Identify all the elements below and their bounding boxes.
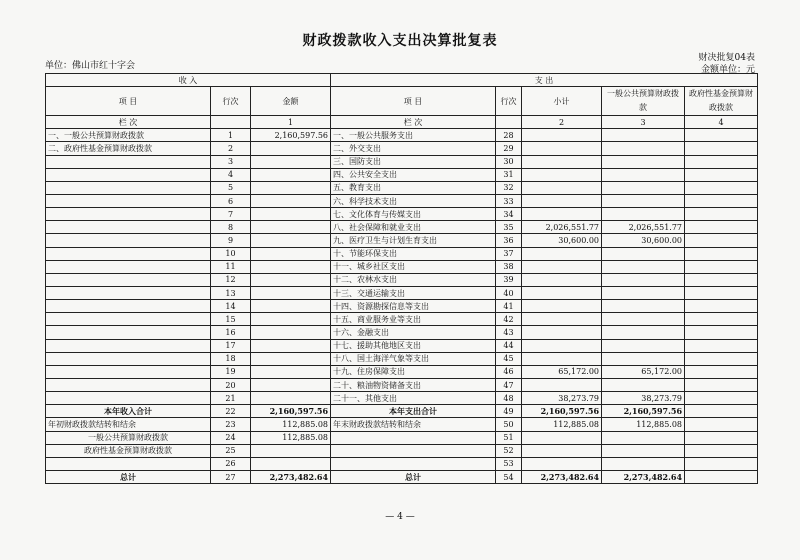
- table-row: [46, 470, 758, 483]
- table-row: [46, 129, 758, 142]
- general-budget-amount: 65,172.00: [602, 365, 685, 378]
- fund-budget-amount: [685, 168, 758, 181]
- general-budget-amount: [602, 326, 685, 339]
- income-item: [46, 168, 211, 181]
- expense-item: 十三、交通运输支出: [331, 286, 496, 299]
- income-amount: [251, 286, 331, 299]
- income-row-no: 13: [211, 286, 251, 299]
- general-budget-amount: 30,600.00: [602, 234, 685, 247]
- subtotal-amount: [522, 352, 602, 365]
- subtotal-header: 小计: [522, 87, 602, 116]
- expense-row-no: 53: [496, 457, 522, 470]
- expense-row-no: 38: [496, 260, 522, 273]
- income-row-no: 1: [211, 129, 251, 142]
- fund-budget-amount: [685, 221, 758, 234]
- income-amount: [251, 313, 331, 326]
- income-row-no: 20: [211, 378, 251, 391]
- income-amount: [251, 300, 331, 313]
- subtotal-amount: [522, 155, 602, 168]
- expense-item: 十八、国土海洋气象等支出: [331, 352, 496, 365]
- column-number-2: 2: [522, 116, 602, 129]
- expense-item: 六、科学技术支出: [331, 194, 496, 207]
- general-budget-amount: 38,273.79: [602, 392, 685, 405]
- general-budget-amount: [602, 168, 685, 181]
- fund-budget-amount: [685, 155, 758, 168]
- expense-item: 总计: [331, 470, 496, 483]
- general-budget-amount: [602, 181, 685, 194]
- empty-cell: [496, 116, 522, 129]
- table-row: [46, 457, 758, 470]
- table-row: [46, 286, 758, 299]
- income-row-no: 24: [211, 431, 251, 444]
- fund-budget-amount: [685, 129, 758, 142]
- general-budget-amount: 112,885.08: [602, 418, 685, 431]
- income-amount-header: 金额: [251, 87, 331, 116]
- expense-item: 十五、商业服务业等支出: [331, 313, 496, 326]
- general-budget-amount: [602, 155, 685, 168]
- income-item: [46, 457, 211, 470]
- fund-budget-amount: [685, 300, 758, 313]
- income-row-no: 17: [211, 339, 251, 352]
- income-amount: [251, 392, 331, 405]
- general-budget-amount: 2,026,551.77: [602, 221, 685, 234]
- expense-item: [331, 444, 496, 457]
- income-row-no-header: 行次: [211, 87, 251, 116]
- empty-cell: [211, 116, 251, 129]
- expense-row-no: 46: [496, 365, 522, 378]
- table-row: [46, 378, 758, 391]
- income-amount: [251, 444, 331, 457]
- income-amount: [251, 247, 331, 260]
- subtotal-amount: 38,273.79: [522, 392, 602, 405]
- general-budget-amount: 2,273,482.64: [602, 470, 685, 483]
- expense-item: 十七、援助其他地区支出: [331, 339, 496, 352]
- income-item: [46, 208, 211, 221]
- income-amount: [251, 378, 331, 391]
- expense-row-no: 49: [496, 405, 522, 418]
- income-item: [46, 260, 211, 273]
- income-amount: [251, 168, 331, 181]
- subtotal-amount: [522, 129, 602, 142]
- subtotal-amount: 2,160,597.56: [522, 405, 602, 418]
- expense-item: 十一、城乡社区支出: [331, 260, 496, 273]
- fund-budget-amount: [685, 470, 758, 483]
- expense-item: 十六、金融支出: [331, 326, 496, 339]
- income-amount: [251, 208, 331, 221]
- page-title: 财政拨款收入支出决算批复表: [302, 33, 498, 49]
- fund-budget-amount: [685, 260, 758, 273]
- income-row-no: 18: [211, 352, 251, 365]
- expense-row-no: 50: [496, 418, 522, 431]
- table-row: [46, 208, 758, 221]
- fund-budget-amount: [685, 405, 758, 418]
- subtotal-amount: [522, 326, 602, 339]
- general-budget-amount: [602, 273, 685, 286]
- general-budget-amount: [602, 313, 685, 326]
- general-budget-amount: [602, 129, 685, 142]
- fund-budget-amount: [685, 444, 758, 457]
- fund-budget-amount: [685, 273, 758, 286]
- table-row: [46, 194, 758, 207]
- fund-budget-amount: [685, 313, 758, 326]
- subtotal-amount: 65,172.00: [522, 365, 602, 378]
- table-row: [46, 444, 758, 457]
- income-item: [46, 155, 211, 168]
- income-row-no: 3: [211, 155, 251, 168]
- income-amount: [251, 352, 331, 365]
- income-amount: [251, 194, 331, 207]
- income-column-label: 栏 次: [46, 116, 211, 129]
- subtotal-amount: [522, 431, 602, 444]
- subtotal-amount: [522, 378, 602, 391]
- expense-row-no: 51: [496, 431, 522, 444]
- income-item: 政府性基金预算财政拨款: [46, 444, 211, 457]
- expense-item: 七、文化体育与传媒支出: [331, 208, 496, 221]
- income-row-no: 14: [211, 300, 251, 313]
- income-row-no: 10: [211, 247, 251, 260]
- income-item: [46, 339, 211, 352]
- income-item-header: 项 目: [46, 87, 211, 116]
- income-item: [46, 194, 211, 207]
- expense-row-no: 29: [496, 142, 522, 155]
- expense-item: 十九、住房保障支出: [331, 365, 496, 378]
- general-budget-amount: [602, 260, 685, 273]
- income-amount: 112,885.08: [251, 418, 331, 431]
- fund-budget-amount: [685, 208, 758, 221]
- income-amount: 2,273,482.64: [251, 470, 331, 483]
- general-budget-amount: [602, 444, 685, 457]
- income-amount: [251, 155, 331, 168]
- fund-budget-amount: [685, 378, 758, 391]
- fund-budget-amount: [685, 326, 758, 339]
- income-item: [46, 247, 211, 260]
- income-row-no: 6: [211, 194, 251, 207]
- income-row-no: 21: [211, 392, 251, 405]
- general-budget-amount: [602, 378, 685, 391]
- income-row-no: 8: [211, 221, 251, 234]
- income-row-no: 9: [211, 234, 251, 247]
- income-item: 一般公共预算财政拨款: [46, 431, 211, 444]
- income-amount: [251, 142, 331, 155]
- expense-row-no: 32: [496, 181, 522, 194]
- expense-row-no: 39: [496, 273, 522, 286]
- subtotal-amount: [522, 273, 602, 286]
- fund-budget-amount: [685, 352, 758, 365]
- fund-budget-amount: [685, 234, 758, 247]
- expense-item-header: 项 目: [331, 87, 496, 116]
- table-row: [46, 142, 758, 155]
- income-item: [46, 326, 211, 339]
- table-row: [46, 313, 758, 326]
- table-row: [46, 339, 758, 352]
- expense-row-no: 34: [496, 208, 522, 221]
- column-number-4: 4: [685, 116, 758, 129]
- income-amount: [251, 365, 331, 378]
- subtotal-amount: [522, 339, 602, 352]
- fund-budget-amount: [685, 418, 758, 431]
- expense-row-no: 36: [496, 234, 522, 247]
- income-item: [46, 273, 211, 286]
- income-amount: 2,160,597.56: [251, 129, 331, 142]
- income-item: 总计: [46, 470, 211, 483]
- fund-budget-amount: [685, 142, 758, 155]
- expense-row-no: 44: [496, 339, 522, 352]
- amount-unit: 金额单位：元: [700, 65, 755, 75]
- expense-row-no: 35: [496, 221, 522, 234]
- expense-item: 二十一、其他支出: [331, 392, 496, 405]
- expense-item: 八、社会保障和就业支出: [331, 221, 496, 234]
- expense-row-no: 43: [496, 326, 522, 339]
- table-row: [46, 181, 758, 194]
- expense-column-label: 栏 次: [331, 116, 496, 129]
- expense-item: 十二、农林水支出: [331, 273, 496, 286]
- table-row: [46, 247, 758, 260]
- income-item: [46, 221, 211, 234]
- income-item: [46, 392, 211, 405]
- expense-item: 四、公共安全支出: [331, 168, 496, 181]
- fund-budget-amount: [685, 457, 758, 470]
- fund-budget-amount: [685, 365, 758, 378]
- income-amount: [251, 273, 331, 286]
- income-row-no: 27: [211, 470, 251, 483]
- expense-item: 五、教育支出: [331, 181, 496, 194]
- income-item: 一、一般公共预算财政拨款: [46, 129, 211, 142]
- income-row-no: 19: [211, 365, 251, 378]
- expense-item: 二、外交支出: [331, 142, 496, 155]
- section-header-row: [46, 74, 758, 87]
- income-amount: [251, 234, 331, 247]
- income-item: [46, 365, 211, 378]
- unit-label: 单位：佛山市红十字会: [45, 61, 136, 71]
- table-row: [46, 405, 758, 418]
- expense-item: 本年支出合计: [331, 405, 496, 418]
- subtotal-amount: [522, 208, 602, 221]
- expense-item: 二十、粮油物资储备支出: [331, 378, 496, 391]
- subtotal-amount: [522, 444, 602, 457]
- income-amount: [251, 339, 331, 352]
- table-row: [46, 418, 758, 431]
- subtotal-amount: [522, 168, 602, 181]
- table-row: [46, 155, 758, 168]
- income-amount: [251, 260, 331, 273]
- expense-row-no: 42: [496, 313, 522, 326]
- table-row: [46, 326, 758, 339]
- expense-row-no: 33: [496, 194, 522, 207]
- fund-budget-amount: [685, 339, 758, 352]
- subtotal-amount: 2,026,551.77: [522, 221, 602, 234]
- fund-budget-amount: [685, 181, 758, 194]
- fund-budget-amount: [685, 194, 758, 207]
- expense-section-header: 支 出: [331, 74, 758, 87]
- general-budget-amount: [602, 457, 685, 470]
- income-row-no: 5: [211, 181, 251, 194]
- income-row-no: 15: [211, 313, 251, 326]
- income-item: [46, 378, 211, 391]
- income-amount: [251, 457, 331, 470]
- expense-item: 三、国防支出: [331, 155, 496, 168]
- income-item: [46, 300, 211, 313]
- income-item: [46, 313, 211, 326]
- expense-row-no-header: 行次: [496, 87, 522, 116]
- table-row: [46, 300, 758, 313]
- expense-row-no: 54: [496, 470, 522, 483]
- income-item: 本年收入合计: [46, 405, 211, 418]
- general-budget-amount: [602, 247, 685, 260]
- income-row-no: 25: [211, 444, 251, 457]
- table-row: [46, 352, 758, 365]
- form-code: 财决批复04表: [698, 53, 755, 63]
- general-budget-amount: [602, 208, 685, 221]
- income-row-no: 11: [211, 260, 251, 273]
- subtotal-amount: [522, 313, 602, 326]
- fund-budget-amount: [685, 286, 758, 299]
- expense-row-no: 37: [496, 247, 522, 260]
- table-row: [46, 365, 758, 378]
- column-header-row: [46, 87, 758, 116]
- income-section-header: 收 入: [46, 74, 331, 87]
- income-item: [46, 352, 211, 365]
- column-number-row: [46, 116, 758, 129]
- income-row-no: 7: [211, 208, 251, 221]
- subtotal-amount: [522, 286, 602, 299]
- fund-budget-amount: [685, 431, 758, 444]
- table-row: [46, 273, 758, 286]
- expense-item: 年末财政拨款结转和结余: [331, 418, 496, 431]
- table-row: [46, 431, 758, 444]
- fund-budget-amount: [685, 247, 758, 260]
- expense-row-no: 41: [496, 300, 522, 313]
- general-budget-amount: [602, 300, 685, 313]
- general-budget-header: 一般公共预算财政拨款: [602, 87, 685, 116]
- income-amount: [251, 221, 331, 234]
- income-amount: 2,160,597.56: [251, 405, 331, 418]
- income-amount: [251, 326, 331, 339]
- expense-item: 九、医疗卫生与计划生育支出: [331, 234, 496, 247]
- general-budget-amount: [602, 194, 685, 207]
- column-number-1: 1: [251, 116, 331, 129]
- expense-row-no: 31: [496, 168, 522, 181]
- income-item: [46, 181, 211, 194]
- general-budget-amount: 2,160,597.56: [602, 405, 685, 418]
- subtotal-amount: [522, 181, 602, 194]
- expense-row-no: 28: [496, 129, 522, 142]
- general-budget-amount: [602, 431, 685, 444]
- table-row: [46, 392, 758, 405]
- subtotal-amount: 2,273,482.64: [522, 470, 602, 483]
- budget-table: [45, 73, 758, 484]
- income-item: [46, 234, 211, 247]
- subtotal-amount: [522, 194, 602, 207]
- fund-budget-amount: [685, 392, 758, 405]
- subtotal-amount: [522, 260, 602, 273]
- income-item: [46, 286, 211, 299]
- table-row: [46, 168, 758, 181]
- income-amount: 112,885.08: [251, 431, 331, 444]
- expense-item: 十、节能环保支出: [331, 247, 496, 260]
- expense-row-no: 47: [496, 378, 522, 391]
- page-number: — 4 —: [385, 512, 415, 522]
- income-row-no: 26: [211, 457, 251, 470]
- income-row-no: 12: [211, 273, 251, 286]
- subtotal-amount: [522, 247, 602, 260]
- income-row-no: 2: [211, 142, 251, 155]
- subtotal-amount: 112,885.08: [522, 418, 602, 431]
- expense-item: [331, 431, 496, 444]
- expense-row-no: 52: [496, 444, 522, 457]
- income-row-no: 22: [211, 405, 251, 418]
- subtotal-amount: [522, 142, 602, 155]
- expense-item: [331, 457, 496, 470]
- income-item: 年初财政拨款结转和结余: [46, 418, 211, 431]
- fund-budget-header: 政府性基金预算财政拨款: [685, 87, 758, 116]
- income-item: 二、政府性基金预算财政拨款: [46, 142, 211, 155]
- table-row: [46, 221, 758, 234]
- expense-item: 一、一般公共服务支出: [331, 129, 496, 142]
- table-row: [46, 260, 758, 273]
- income-row-no: 4: [211, 168, 251, 181]
- income-row-no: 16: [211, 326, 251, 339]
- general-budget-amount: [602, 352, 685, 365]
- table-row: [46, 234, 758, 247]
- expense-row-no: 40: [496, 286, 522, 299]
- general-budget-amount: [602, 142, 685, 155]
- subtotal-amount: [522, 457, 602, 470]
- expense-row-no: 45: [496, 352, 522, 365]
- expense-row-no: 48: [496, 392, 522, 405]
- general-budget-amount: [602, 339, 685, 352]
- expense-row-no: 30: [496, 155, 522, 168]
- general-budget-amount: [602, 286, 685, 299]
- subtotal-amount: [522, 300, 602, 313]
- subtotal-amount: 30,600.00: [522, 234, 602, 247]
- expense-item: 十四、资源勘探信息等支出: [331, 300, 496, 313]
- income-row-no: 23: [211, 418, 251, 431]
- income-amount: [251, 181, 331, 194]
- column-number-3: 3: [602, 116, 685, 129]
